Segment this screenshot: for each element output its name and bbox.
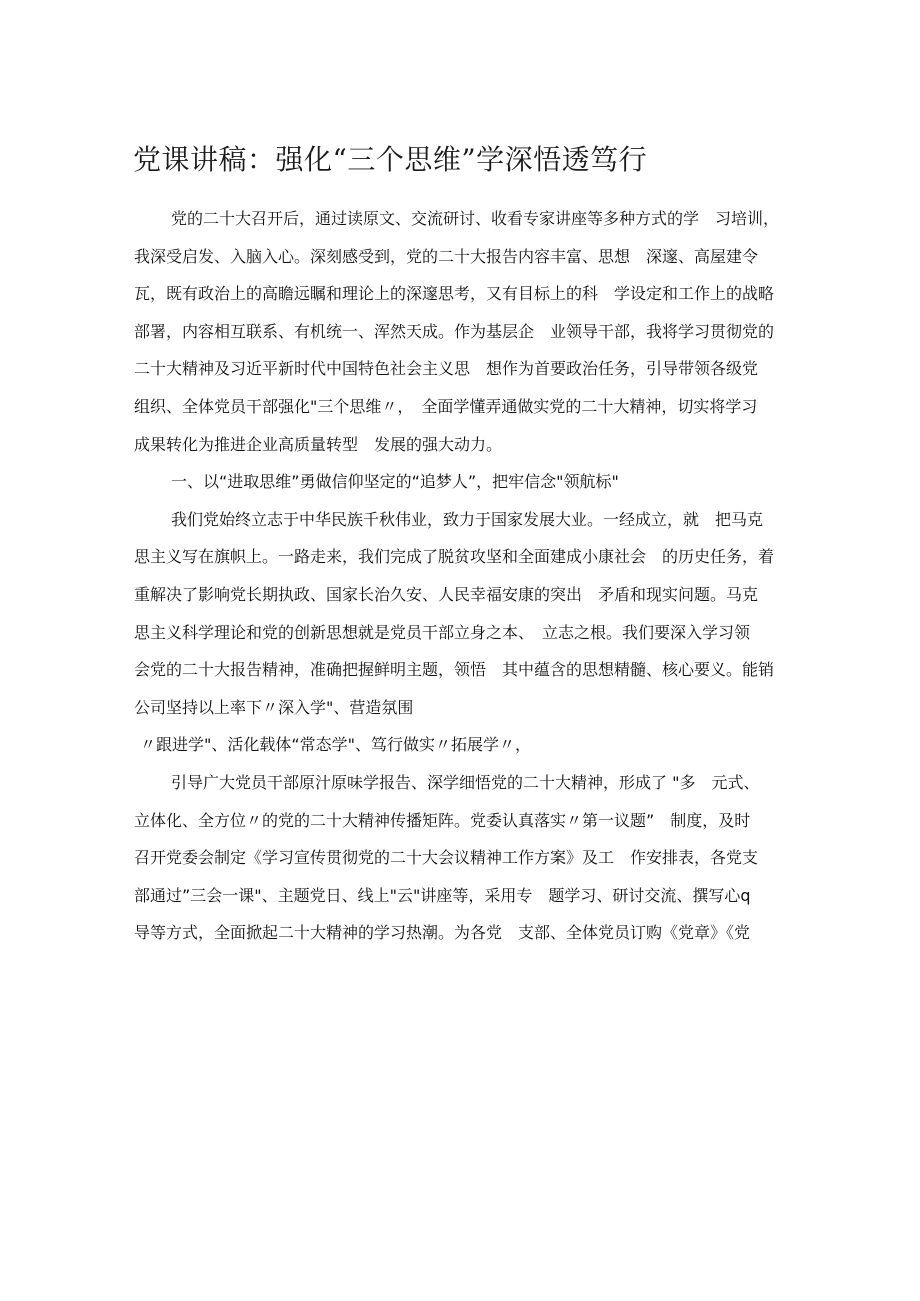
paragraph-line: 我们党始终立志于中华民族千秋伟业，致力于国家发展大业。一经成立，就 把马克 <box>171 509 764 529</box>
paragraph-line: 公司坚持以上率下〃深入学"、营造氛围 <box>134 697 414 717</box>
paragraph-line: 重解决了影响党长期执政、国家长治久安、人民幸福安康的突出 矛盾和现实问题。马克 <box>134 584 759 604</box>
paragraph-line: 我深受启发、入脑入心。深刻感受到，党的二十大报告内容丰富、思想 深邃、高屋建令 <box>134 246 759 266</box>
paragraph-line: 思主义科学理论和党的创新思想就是党员干部立身之本、 立志之根。我们要深入学习领 <box>134 622 751 642</box>
paragraph-line: 〃跟进学"、活化载体“常态学"、笃行做实〃拓展学〃， <box>140 735 532 755</box>
paragraph-line: 引导广大党员干部原汁原味学报告、深学细悟党的二十大精神，形成了 "多 元式、 <box>171 772 760 792</box>
paragraph-line: 瓦，既有政治上的高瞻远瞩和理论上的深邃思考，又有目标上的科 学设定和工作上的战略 <box>134 284 775 304</box>
paragraph-line: 组织、全体党员干部强化"三个思维〃， 全面学懂弄通做实党的二十大精神，切实将学习 <box>134 396 758 416</box>
paragraph-line: 思主义写在旗帜上。一路走来，我们完成了脱贫攻坚和全面建成小康社会 的历史任务，着 <box>134 547 775 567</box>
section-heading: 一、以“进取思维”勇做信仰坚定的“追梦人”，把牢信念"领航标" <box>171 472 619 492</box>
paragraph-line: 导等方式，全面掀起二十大精神的学习热潮。为各党 支部、全体党员订购《党章》《党 <box>134 923 751 943</box>
paragraph-line: 召开党委会制定《学习宣传贯彻党的二十大会议精神工作方案》及工 作安排表，各党支 <box>134 848 759 868</box>
paragraph-line: 部署，内容相互联系、有机统一、浑然天成。作为基层企 业领导干部，我将学习贯彻党的 <box>134 321 775 341</box>
paragraph-line: 会党的二十大报告精神，准确把握鲜明主题，领悟 其中蕴含的思想精髓、核心要义。能销 <box>134 660 775 680</box>
paragraph-line: 二十大精神及习近平新时代中国特色社会主义思 想作为首要政治任务，引导带领各级党 <box>134 359 759 379</box>
document-body <box>134 200 794 952</box>
paragraph-line: 部通过”三会一课"、主题党日、线上"云"讲座等，采用专 题学习、研讨交流、撰写心q <box>134 885 751 905</box>
page-title: 党课讲稿：强化“三个思维”学深悟透笃行 <box>133 143 648 176</box>
paragraph-line: 党的二十大召开后，通过读原文、交流研讨、收看专家讲座等多种方式的学 习培训， <box>171 209 780 228</box>
paragraph-line: 立体化、全方位〃的党的二十大精神传播矩阵。党委认真落实〃第一议题” 制度，及时 <box>134 810 751 830</box>
paragraph-line: 成果转化为推进企业高质量转型 发展的强大动力。 <box>134 434 503 454</box>
